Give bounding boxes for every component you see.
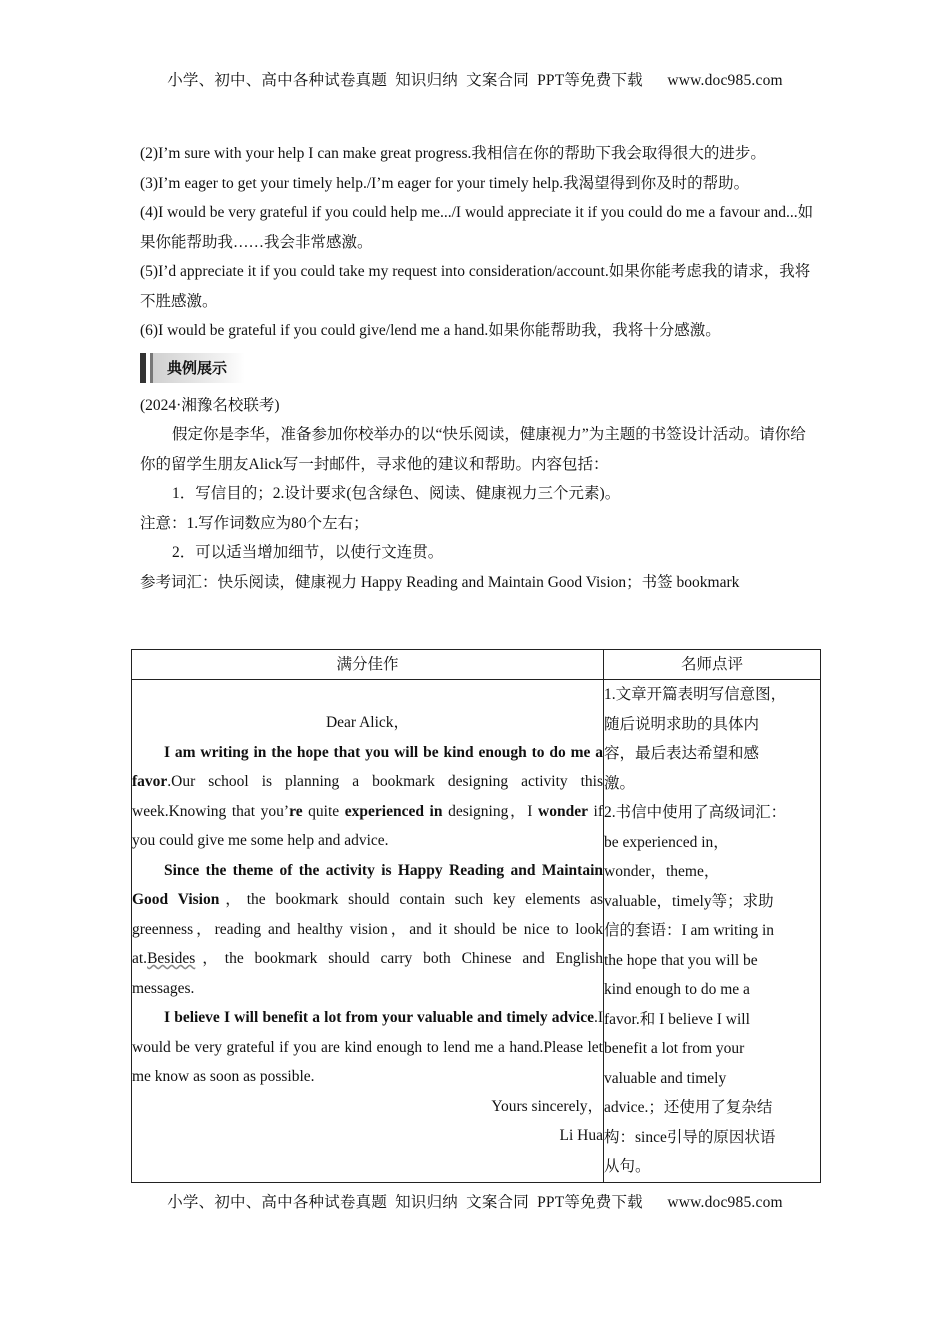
letter-text: ，the bookmark should carry both Chinese and English messages. — [132, 950, 603, 997]
main-content — [140, 139, 820, 597]
letter-salutation: Dear Alick， — [325, 714, 410, 731]
task-points: 1．写信目的；2.设计要求(包含绿色、阅读、健康视力三个元素)。 — [172, 485, 621, 502]
comment-line: 容，最后表达希望和感 — [604, 745, 760, 762]
phrase-item: (5)I’d appreciate it if you could take my request into consideration/account.如果你能考虑我的请求，我将不胜感激。 — [140, 263, 811, 310]
letter-text: designing，I — [442, 802, 539, 820]
table-body-row — [132, 680, 821, 1183]
model-essay-table — [131, 649, 821, 1183]
letter-closing: Yours sincerely， — [491, 1097, 603, 1115]
task-note-1: 注意：1.写作词数应为80个左右； — [140, 514, 369, 532]
section-bar-icon — [140, 353, 146, 383]
phrase-item: (3)I’m eager to get your timely help./I’m eager for your timely help.我渴望得到你及时的帮助。 — [140, 174, 750, 192]
task-note-2: 2．可以适当增加细节，以使行文连贯。 — [172, 544, 444, 561]
comment-line: valuable，timely等；求助 — [604, 892, 774, 910]
highlight-phrase: I believe I will benefit a lot from your valuable and timely advice — [164, 1009, 594, 1026]
page-header: 小学、初中、高中各种试卷真题 知识归纳 文案合同 PPT等免费下载 www.doc985.com — [167, 72, 783, 89]
comment-line: wonder，theme， — [604, 863, 720, 880]
phrase-item: (2)I’m sure with your help I can make great progress.我相信在你的帮助下我会取得很大的进步。 — [140, 145, 766, 162]
comment-line: the hope that you will be — [604, 951, 758, 969]
letter-text: .I would be very grateful if you are kind enough to lend me a hand.Please let me know as soon as possible. — [132, 1009, 603, 1085]
letter-signature: Li Hua — [559, 1127, 603, 1144]
highlight-phrase: I am writing in the hope that you will be kind enough to do me a favor — [132, 743, 603, 790]
letter-text: quite — [302, 802, 345, 820]
phrase-item: (6)I would be grateful if you could give/lend me a hand.如果你能帮助我，我将十分感激。 — [140, 322, 721, 339]
section-heading — [140, 350, 820, 386]
task-prompt: 假定你是李华，准备参加你校举办的以“快乐阅读，健康视力”为主题的书签设计活动。请你给你的留学生朋友Alick写一封邮件，寻求他的建议和帮助。内容包括： — [140, 426, 806, 473]
comment-cell — [604, 680, 821, 1183]
comment-line: 2.书信中使用了高级词汇： — [604, 804, 787, 821]
comment-line: favor.和 I believe I will — [604, 1010, 750, 1028]
comment-line: 随后说明求助的具体内 — [604, 715, 760, 733]
underlined-word: Besides — [147, 950, 196, 967]
comment-line: advice.；还使用了复杂结 — [604, 1099, 773, 1116]
highlight-phrase: Since the theme of the activity is Happy Reading and Maintain Good Vision — [132, 861, 603, 908]
highlight-word: wonder — [538, 802, 588, 820]
table-header-row — [132, 650, 821, 680]
letter-paragraph-3 — [132, 1003, 603, 1092]
task-vocab: 参考词汇：快乐阅读，健康视力 Happy Reading and Maintain Good Vision；书签 bookmark — [140, 573, 740, 591]
comment-line: valuable and timely — [604, 1069, 727, 1087]
phrase-item: (4)I would be very grateful if you could help me.../I would appreciate it if you could do me a favour and...如果你能帮助我……我会非常感激。 — [140, 204, 814, 251]
comment-line: 激。 — [604, 774, 636, 792]
page-footer: 小学、初中、高中各种试卷真题 知识归纳 文案合同 PPT等免费下载 www.doc985.com — [167, 1194, 783, 1211]
comment-line: 1.文章开篇表明写信意图， — [604, 686, 787, 703]
highlight-word: re — [289, 802, 303, 820]
col-header-comment: 名师点评 — [604, 650, 821, 680]
comment-line: benefit a lot from your — [604, 1040, 745, 1057]
task-source: (2024·湘豫名校联考) — [140, 396, 280, 414]
letter-paragraph-2 — [132, 856, 603, 1004]
comment-line: kind enough to do me a — [604, 981, 750, 998]
letter-text: .Our school is planning a bookmark designing activity this week.Knowing that you’ — [132, 773, 603, 820]
comment-line: 信的套语：I am writing in — [604, 922, 775, 939]
highlight-phrase: experienced in — [344, 802, 443, 820]
letter-text: ，the bookmark should contain such key elements as greenness，reading and healthy vision，and it should be nice to look at. — [132, 891, 604, 967]
comment-line: 从句。 — [604, 1158, 651, 1175]
comment-line: 构：since引导的原因状语 — [604, 1128, 776, 1146]
col-header-essay: 满分佳作 — [132, 650, 604, 680]
letter-text: if you could give me some help and advice. — [132, 802, 604, 849]
letter-paragraph-1 — [132, 738, 603, 856]
section-title: 典例展示 — [153, 353, 245, 383]
comment-line: be experienced in， — [604, 833, 729, 851]
essay-cell — [132, 680, 604, 1183]
